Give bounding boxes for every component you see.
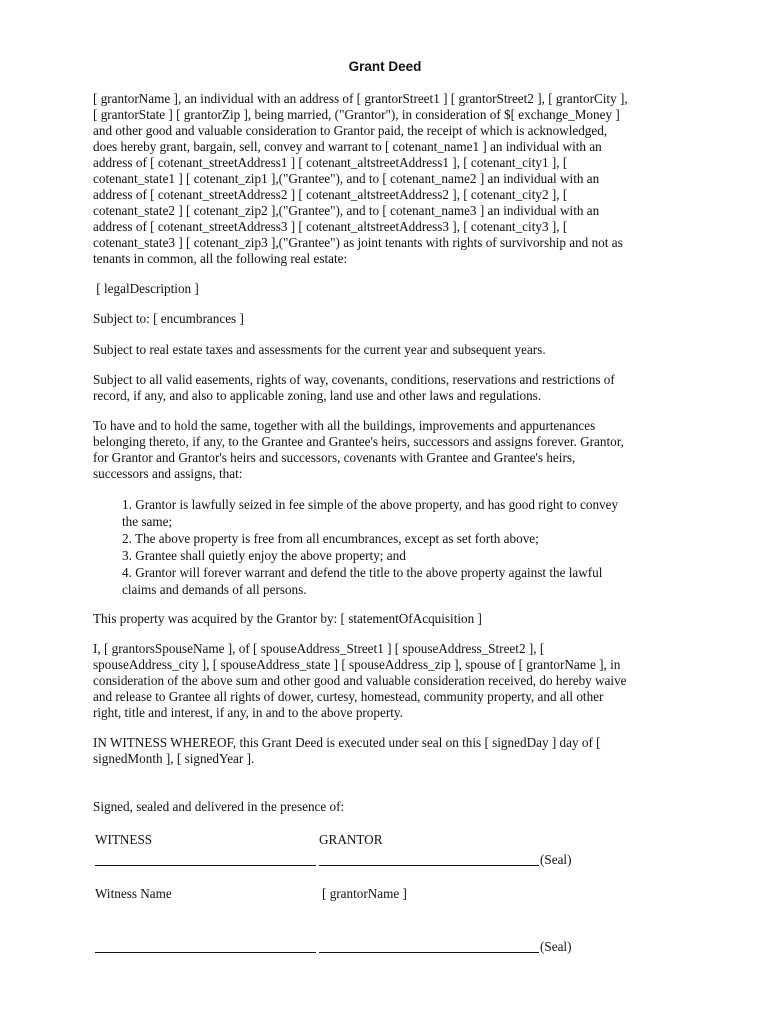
- intro-line: [ grantorState ] [ grantorZip ], being married, ("Grantor"), in consideration of $[ exchange_Money ]: [93, 107, 620, 122]
- habendum-line: To have and to hold the same, together with all the buildings, improvements and appurtenances: [93, 418, 596, 433]
- covenant-line: 2. The above property is free from all encumbrances, except as set forth above;: [122, 531, 539, 546]
- acquisition-line: This property was acquired by the Grantor by: [ statementOfAcquisition ]: [93, 611, 482, 626]
- seal-label: (Seal): [540, 852, 572, 867]
- spouse-waiver-line: I, [ grantorsSpouseName ], of [ spouseAddress_Street1 ] [ spouseAddress_Street2 ], [: [93, 641, 545, 656]
- encumbrances-paragraph: [93, 311, 683, 327]
- witness-name-signature-line[interactable]: [95, 952, 316, 953]
- covenants-list: [122, 496, 692, 598]
- acquisition-paragraph: [93, 611, 683, 627]
- habendum-line: successors and assigns, that:: [93, 466, 243, 481]
- intro-line: [ grantorName ], an individual with an address of [ grantorStreet1 ] [ grantorStreet2 ], [ grantorCity ],: [93, 91, 628, 106]
- grantor-name-signature-line[interactable]: [319, 952, 539, 953]
- intro-line: cotenant_state2 ] [ cotenant_zip2 ],("Grantee"), and to [ cotenant_name3 ] an individual with an: [93, 203, 600, 218]
- habendum-line: belonging thereto, if any, to the Grantee and Grantee's heirs, successors and assigns forever. Grantor,: [93, 434, 624, 449]
- taxes-line: Subject to real estate taxes and assessments for the current year and subsequent years.: [93, 342, 546, 357]
- covenant-line: 1. Grantor is lawfully seized in fee simple of the above property, and has good right to convey: [122, 497, 619, 512]
- legal-description-line: [ legalDescription ]: [93, 281, 199, 296]
- covenant-line: the same;: [122, 514, 173, 529]
- intro-line: cotenant_state1 ] [ cotenant_zip1 ],("Grantee"), and to [ cotenant_name2 ] an individual with an: [93, 171, 600, 186]
- document-title: Grant Deed: [348, 59, 422, 74]
- witness-whereof-line: IN WITNESS WHEREOF, this Grant Deed is executed under seal on this [ signedDay ] day of [: [93, 735, 601, 750]
- intro-line: tenants in common, all the following real estate:: [93, 251, 348, 266]
- witness-whereof-line: signedMonth ], [ signedYear ].: [93, 751, 255, 766]
- habendum-line: for Grantor and Grantor's heirs and successors, covenants with Grantee and Grantee's heirs,: [93, 450, 576, 465]
- legal-description-paragraph: [93, 281, 683, 297]
- grantor-heading: GRANTOR: [319, 832, 383, 847]
- spouse-waiver-line: spouseAddress_city ], [ spouseAddress_state ] [ spouseAddress_zip ], spouse of [ grantorName ], in: [93, 657, 621, 672]
- spouse-waiver-line: right, title and interest, if any, in and to the above property.: [93, 705, 403, 720]
- grantor-name-label: [ grantorName ]: [322, 886, 407, 901]
- intro-line: and other good and valuable consideration to Grantor paid, the receipt of which is acknowledged,: [93, 123, 608, 138]
- intro-line: address of [ cotenant_streetAddress2 ] [ cotenant_altstreetAddress2 ], [ cotenant_city2 ], [: [93, 187, 568, 202]
- intro-line: cotenant_state3 ] [ cotenant_zip3 ],("Grantee") as joint tenants with rights of survivorship and not as: [93, 235, 623, 250]
- encumbrances-line: Subject to: [ encumbrances ]: [93, 311, 244, 326]
- covenant-line: 4. Grantor will forever warrant and defend the title to the above property against the lawful: [122, 565, 603, 580]
- grantor-signature-line[interactable]: [319, 865, 539, 866]
- easements-paragraph: [93, 372, 683, 404]
- presence-line: Signed, sealed and delivered in the presence of:: [93, 799, 345, 814]
- witness-name-label: Witness Name: [95, 886, 172, 901]
- seal-label: (Seal): [540, 939, 572, 954]
- presence-paragraph: [93, 799, 683, 815]
- intro-paragraph: [93, 91, 683, 267]
- intro-line: address of [ cotenant_streetAddress3 ] [ cotenant_altstreetAddress3 ], [ cotenant_city3 ], [: [93, 219, 568, 234]
- spouse-waiver-line: consideration of the above sum and other good and valuable consideration received, do hereby waive: [93, 673, 627, 688]
- intro-line: address of [ cotenant_streetAddress1 ] [ cotenant_altstreetAddress1 ], [ cotenant_city1 ], [: [93, 155, 568, 170]
- witness-whereof-paragraph: [93, 735, 683, 767]
- easements-line: record, if any, and also to applicable zoning, land use and other laws and regulations.: [93, 388, 542, 403]
- spouse-waiver-line: and release to Grantee all rights of dower, curtesy, homestead, community property, and all other: [93, 689, 604, 704]
- covenant-line: 3. Grantee shall quietly enjoy the above property; and: [122, 548, 406, 563]
- intro-line: does hereby grant, bargain, sell, convey and warrant to [ cotenant_name1 ] an individual with an: [93, 139, 602, 154]
- easements-line: Subject to all valid easements, rights of way, covenants, conditions, reservations and restrictions of: [93, 372, 615, 387]
- habendum-paragraph: [93, 418, 683, 482]
- covenant-line: claims and demands of all persons.: [122, 582, 307, 597]
- spouse-waiver-paragraph: [93, 641, 683, 721]
- witness-heading: WITNESS: [95, 832, 153, 847]
- witness-signature-line[interactable]: [95, 865, 316, 866]
- taxes-paragraph: [93, 342, 683, 358]
